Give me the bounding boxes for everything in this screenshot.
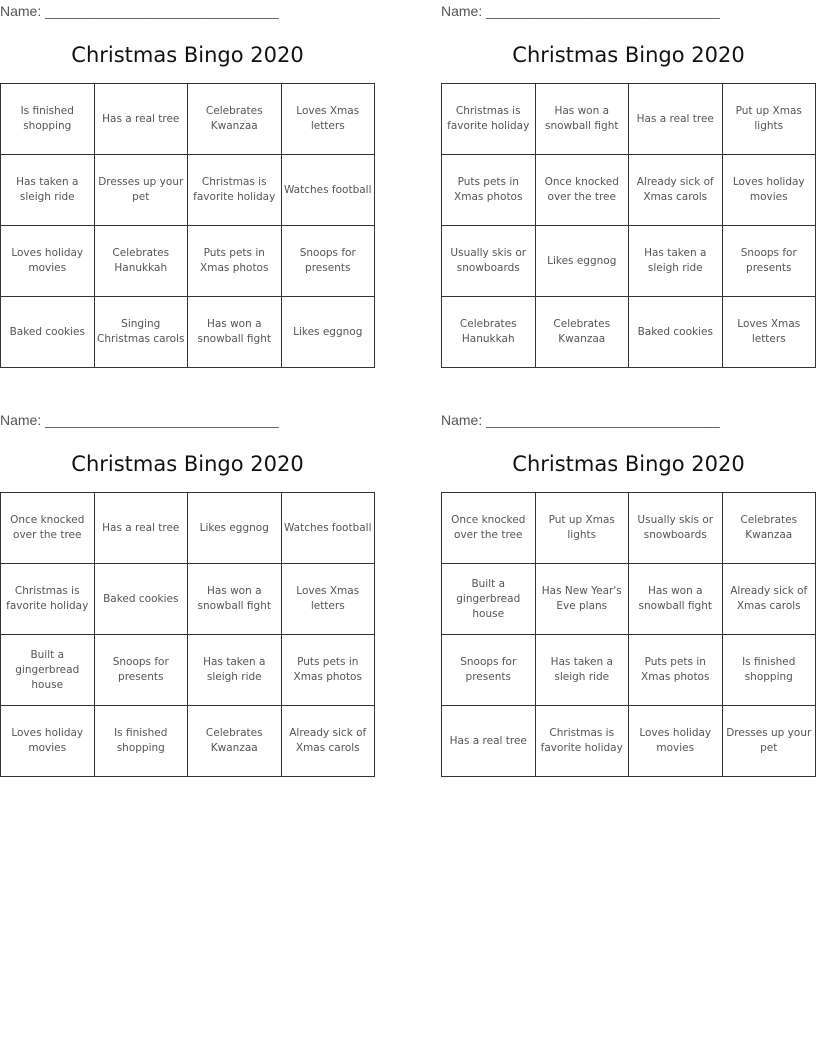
bingo-cell: Has won a snowball fight (629, 564, 723, 635)
bingo-cell: Celebrates Kwanzaa (188, 84, 282, 155)
bingo-cell: Has won a snowball fight (535, 84, 629, 155)
bingo-cell: Snoops for presents (442, 635, 536, 706)
bingo-cell: Watches football (281, 493, 375, 564)
bingo-card-1 (0, 0, 375, 365)
bingo-cell: Once knocked over the tree (1, 493, 95, 564)
bingo-card-3 (0, 409, 375, 774)
bingo-cell: Likes eggnog (281, 297, 375, 368)
name-field: Name: ______________________________ (441, 3, 720, 19)
bingo-cell: Celebrates Kwanzaa (722, 493, 816, 564)
bingo-cell: Christmas is favorite holiday (188, 155, 282, 226)
bingo-cell: Loves Xmas letters (281, 84, 375, 155)
bingo-cell: Once knocked over the tree (442, 493, 536, 564)
bingo-cell: Is finished shopping (722, 635, 816, 706)
bingo-cell: Dresses up your pet (94, 155, 188, 226)
bingo-cell: Has won a snowball fight (188, 564, 282, 635)
name-field: Name: ______________________________ (0, 412, 279, 428)
bingo-cell: Baked cookies (1, 297, 95, 368)
bingo-cell: Loves holiday movies (722, 155, 816, 226)
bingo-cell: Already sick of Xmas carols (629, 155, 723, 226)
grid-row (442, 297, 816, 368)
bingo-cell: Is finished shopping (94, 706, 188, 777)
grid-row (1, 706, 375, 777)
bingo-cell: Baked cookies (629, 297, 723, 368)
bingo-cell: Has a real tree (629, 84, 723, 155)
bingo-cell: Has won a snowball fight (188, 297, 282, 368)
grid-row (1, 226, 375, 297)
grid-row (442, 635, 816, 706)
bingo-cell: Christmas is favorite holiday (442, 84, 536, 155)
bingo-cell: Usually skis or snowboards (442, 226, 536, 297)
bingo-cell: Singing Christmas carols (94, 297, 188, 368)
name-field: Name: ______________________________ (441, 412, 720, 428)
bingo-cell: Celebrates Kwanzaa (535, 297, 629, 368)
bingo-cell: Already sick of Xmas carols (722, 564, 816, 635)
bingo-cell: Watches football (281, 155, 375, 226)
bingo-cell: Put up Xmas lights (722, 84, 816, 155)
card-title: Christmas Bingo 2020 (512, 452, 745, 476)
bingo-cell: Celebrates Kwanzaa (188, 706, 282, 777)
name-field: Name: ______________________________ (0, 3, 279, 19)
card-title: Christmas Bingo 2020 (71, 43, 304, 67)
grid-row (1, 564, 375, 635)
bingo-cell: Loves holiday movies (1, 706, 95, 777)
bingo-cell: Celebrates Hanukkah (442, 297, 536, 368)
bingo-cell: Snoops for presents (281, 226, 375, 297)
bingo-grid (0, 83, 375, 368)
bingo-grid (0, 492, 375, 777)
bingo-grid (441, 492, 816, 777)
bingo-cell: Likes eggnog (535, 226, 629, 297)
grid-row (1, 635, 375, 706)
grid-row (1, 84, 375, 155)
bingo-cell: Loves Xmas letters (281, 564, 375, 635)
bingo-cell: Has taken a sleigh ride (1, 155, 95, 226)
grid-row (442, 226, 816, 297)
grid-row (442, 84, 816, 155)
grid-row (1, 155, 375, 226)
grid-row (1, 297, 375, 368)
bingo-cell: Already sick of Xmas carols (281, 706, 375, 777)
card-title: Christmas Bingo 2020 (512, 43, 745, 67)
bingo-cell: Has taken a sleigh ride (629, 226, 723, 297)
bingo-cell: Is finished shopping (1, 84, 95, 155)
card-title: Christmas Bingo 2020 (71, 452, 304, 476)
bingo-cell: Loves Xmas letters (722, 297, 816, 368)
grid-row (442, 155, 816, 226)
bingo-cell: Snoops for presents (722, 226, 816, 297)
bingo-grid (441, 83, 816, 368)
bingo-cell: Puts pets in Xmas photos (188, 226, 282, 297)
bingo-cell: Dresses up your pet (722, 706, 816, 777)
grid-row (442, 706, 816, 777)
bingo-cell: Puts pets in Xmas photos (281, 635, 375, 706)
bingo-cell: Likes eggnog (188, 493, 282, 564)
grid-row (442, 493, 816, 564)
bingo-cell: Put up Xmas lights (535, 493, 629, 564)
bingo-cell: Built a gingerbread house (442, 564, 536, 635)
bingo-cell: Celebrates Hanukkah (94, 226, 188, 297)
bingo-cell: Christmas is favorite holiday (535, 706, 629, 777)
bingo-cell: Loves holiday movies (1, 226, 95, 297)
bingo-cell: Snoops for presents (94, 635, 188, 706)
bingo-cell: Has a real tree (94, 493, 188, 564)
bingo-card-2 (441, 0, 816, 365)
bingo-cell: Christmas is favorite holiday (1, 564, 95, 635)
bingo-cell: Usually skis or snowboards (629, 493, 723, 564)
bingo-cell: Puts pets in Xmas photos (442, 155, 536, 226)
bingo-cell: Built a gingerbread house (1, 635, 95, 706)
bingo-cell: Has a real tree (442, 706, 536, 777)
bingo-cell: Puts pets in Xmas photos (629, 635, 723, 706)
bingo-cell: Has taken a sleigh ride (535, 635, 629, 706)
bingo-cell: Has a real tree (94, 84, 188, 155)
bingo-cell: Has New Year's Eve plans (535, 564, 629, 635)
bingo-card-4 (441, 409, 816, 774)
grid-row (442, 564, 816, 635)
bingo-cell: Once knocked over the tree (535, 155, 629, 226)
bingo-cell: Has taken a sleigh ride (188, 635, 282, 706)
bingo-cell: Loves holiday movies (629, 706, 723, 777)
grid-row (1, 493, 375, 564)
bingo-cell: Baked cookies (94, 564, 188, 635)
